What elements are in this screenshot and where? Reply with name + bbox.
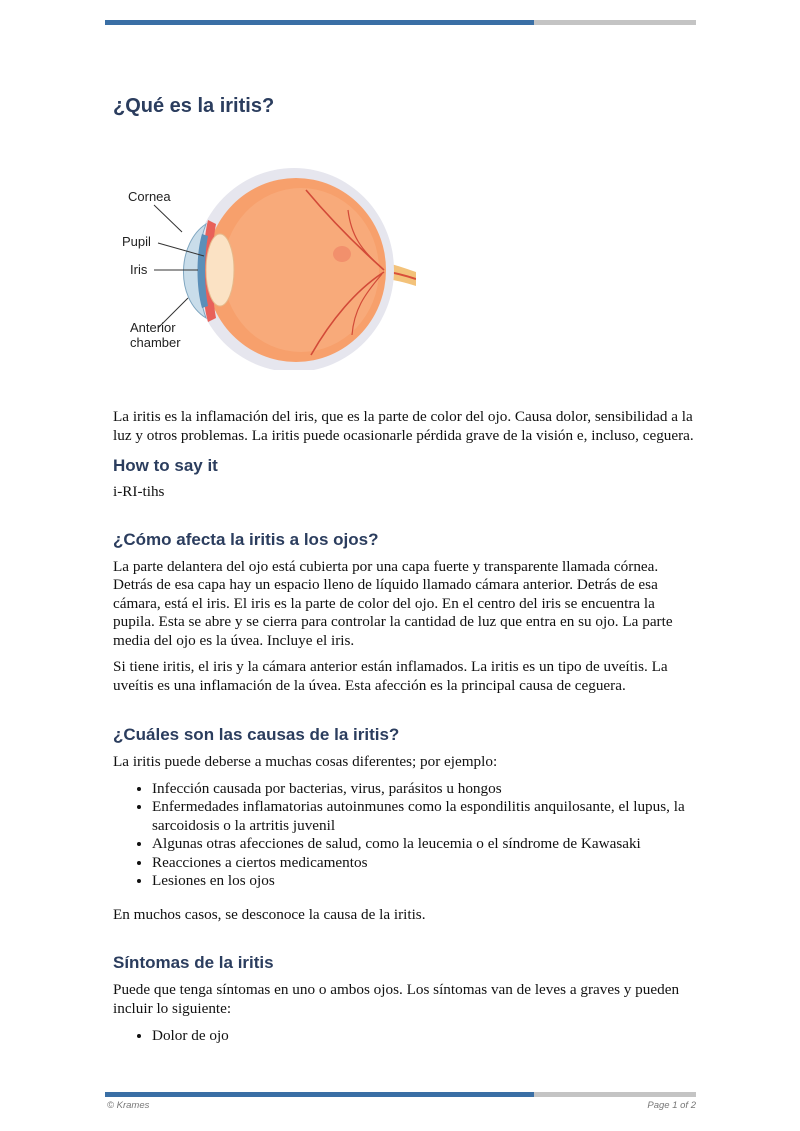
symptoms-intro: Puede que tenga síntomas en uno o ambos ojos. Los síntomas van de leves a graves y pueden incluir lo siguiente:	[113, 981, 680, 1017]
header-bar-accent	[105, 20, 534, 25]
causes-conclusion: En muchos casos, se desconoce la causa de la iritis.	[113, 905, 426, 923]
affect-heading: ¿Cómo afecta la iritis a los ojos?	[113, 529, 379, 549]
document-body	[113, 92, 698, 1046]
footer-bar	[105, 1092, 696, 1097]
footer-bar-rest	[534, 1092, 696, 1097]
macula	[333, 246, 351, 262]
causes-list	[152, 780, 698, 891]
label-line-cornea	[154, 205, 182, 232]
label-anterior: Anterior	[130, 320, 176, 335]
list-item: • Enfermedades inflamatorias autoinmunes como la espondilitis anquilosante, el lupus, la sarcoidosis o la artritis juvenil	[152, 798, 698, 835]
affect-paragraph-1: La parte delantera del ojo está cubierta por una capa fuerte y transparente llamada córnea. Detrás de esa capa hay un espacio lleno de líquido llamado cámara anterior. Detrás de esa cámara, está el iris. El iris es la parte de color del ojo. En el centro del iris se encuentra la pupila. Esta se abre y se cierra para controlar la cantidad de luz que entra en su ojo. La parte media del ojo es la úvea. Incluye el iris.	[113, 557, 673, 649]
list-item: • Reacciones a ciertos medicamentos	[152, 854, 698, 873]
list-item: • Infección causada por bacterias, virus, parásitos u hongos	[152, 780, 698, 799]
symptoms-list	[152, 1027, 698, 1046]
header-bar	[105, 20, 696, 25]
lens	[206, 234, 234, 306]
eyeball-shade	[223, 188, 379, 352]
footer-page-number: Page 1 of 2	[647, 1100, 696, 1111]
pronunciation: i-RI-tihs	[113, 483, 165, 500]
list-item: • Lesiones en los ojos	[152, 872, 698, 891]
footer-bar-accent	[105, 1092, 534, 1097]
how-to-say-heading: How to say it	[113, 456, 218, 475]
causes-heading: ¿Cuáles son las causas de la iritis?	[113, 725, 400, 744]
list-item: • Algunas otras afecciones de salud, como la leucemia o el síndrome de Kawasaki	[152, 835, 698, 854]
intro-paragraph: La iritis es la inflamación del iris, que es la parte de color del ojo. Causa dolor, sensibilidad a la luz y otros problemas. La iritis puede ocasionarle pérdida grave de la visión e, incluso, ceguera.	[113, 408, 694, 444]
eye-anatomy-illustration	[116, 150, 416, 370]
label-chamber: chamber	[130, 335, 181, 350]
causes-intro: La iritis puede deberse a muchas cosas diferentes; por ejemplo:	[113, 753, 498, 770]
symptoms-heading: Síntomas de la iritis	[113, 953, 274, 972]
label-cornea: Cornea	[128, 189, 171, 204]
list-item: • Dolor de ojo	[152, 1027, 698, 1046]
page-title: ¿Qué es la iritis?	[113, 95, 275, 117]
affect-paragraph-2: Si tiene iritis, el iris y la cámara anterior están inflamados. La iritis es un tipo de uveítis. La uveítis es una inflamación de la úvea. Esta afección es la principal causa de ceguera.	[113, 658, 668, 694]
label-iris: Iris	[130, 262, 148, 277]
label-pupil: Pupil	[122, 234, 151, 249]
header-bar-rest	[534, 20, 696, 25]
footer-copyright: © Krames	[107, 1100, 150, 1111]
